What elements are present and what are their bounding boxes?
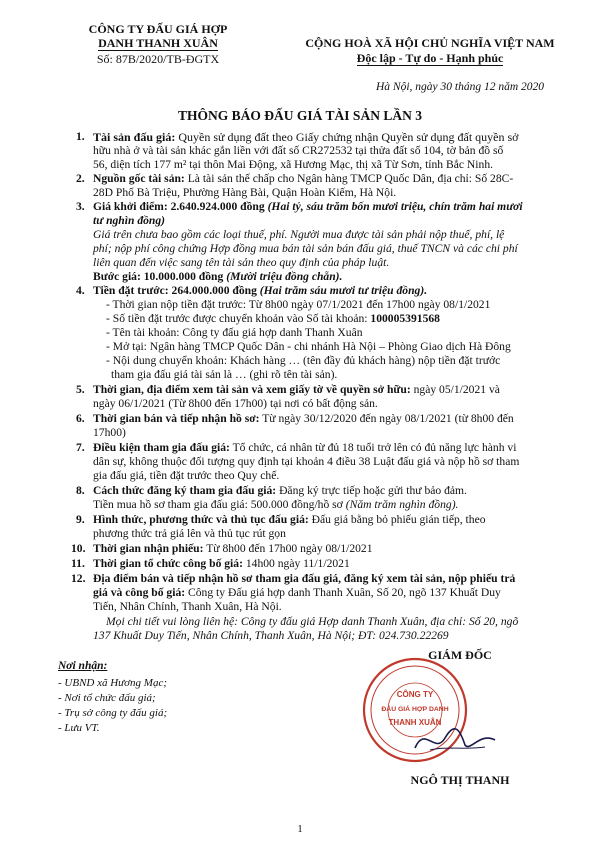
- contact-line1: Mọi chi tiết vui lòng liên hệ: Công ty đấu giá Hợp danh Thanh Xuân, địa chỉ: Số 20, ngõ: [106, 615, 519, 628]
- item-3-line2: tư nghìn đồng): [93, 214, 166, 227]
- item-number: 6.: [76, 412, 85, 425]
- step-price: [93, 271, 342, 284]
- nation-title: CỘNG HOÀ XÃ HỘI CHỦ NGHĨA VIỆT NAM: [305, 36, 555, 50]
- account-bank: - Mở tại: Ngân hàng TMCP Quốc Dân - chi nhánh Hà Nội – Phòng Giao dịch Hà Đông: [106, 340, 511, 353]
- item-9-line1: [93, 514, 486, 527]
- item-label: Giá khởi điểm: 2.640.924.000 đồng: [93, 200, 265, 213]
- item-1-line1: [93, 131, 519, 144]
- item-number: 12.: [71, 572, 86, 585]
- item-8-line2: [93, 499, 458, 512]
- document-date: Hà Nội, ngày 30 tháng 12 năm 2020: [375, 81, 545, 93]
- item-label: Thời gian nhận phiếu:: [93, 542, 204, 555]
- org-name-line2: [58, 36, 258, 51]
- item-label: Thời gian tổ chức công bố giá:: [93, 557, 243, 570]
- item-text: Tổ chức, cá nhân từ đủ 18 tuổi trở lên có đủ năng lực hành vi: [232, 441, 517, 454]
- item-number: 3.: [76, 200, 85, 213]
- recipients-title: Nơi nhận:: [58, 660, 108, 672]
- item-text: Là tài sản thế chấp cho Ngân hàng TMCP Quốc Dân, địa chỉ: Số 28C-: [187, 172, 514, 185]
- item-label: Thời gian, địa điểm xem tài sản và xem giấy tờ về quyền sở hữu:: [93, 383, 411, 396]
- item-text: Đăng ký trực tiếp hoặc gửi thư bảo đảm.: [279, 484, 467, 497]
- recipient-item: - UBND xã Hương Mạc;: [58, 677, 168, 689]
- item-number: 2.: [76, 172, 85, 185]
- item-12-line2: [93, 587, 501, 600]
- item-text: Đấu giá bằng bỏ phiếu gián tiếp, theo: [311, 513, 486, 526]
- item-1-line3: 56, diện tích 177 m² tại thôn Mai Động, xã Hương Mạc, thị xã Từ Sơn, tỉnh Bắc Ninh.: [93, 158, 494, 171]
- fee-text: Tiền mua hồ sơ tham gia đấu giá: 500.000 đồng/hồ sơ: [93, 498, 343, 511]
- item-number: 7.: [76, 441, 85, 454]
- item-2-line1: [93, 173, 513, 186]
- item-12-line3: Tiến, Nhân Chính, Thanh Xuân, Hà Nội.: [93, 600, 282, 613]
- item-number: 4.: [76, 284, 85, 297]
- motto-text: Độc lập - Tự do - Hạnh phúc: [356, 51, 504, 65]
- document-number: Số: 87B/2020/TB-ĐGTX: [96, 52, 220, 66]
- deposit-time: - Thời gian nộp tiền đặt trước: Từ 8h00 ngày 07/1/2021 đến 17h00 ngày 08/1/2021: [106, 298, 491, 311]
- item-8-line1: [93, 485, 467, 498]
- item-number: 10.: [71, 542, 86, 555]
- item-number: 1.: [76, 130, 85, 143]
- account-number: 100005391568: [370, 312, 440, 325]
- item-text: 14h00 ngày 11/1/2021: [245, 557, 350, 570]
- org-name-line1: CÔNG TY ĐẤU GIÁ HỢP: [88, 22, 228, 36]
- recipient-item: - Trụ sở công ty đấu giá;: [58, 707, 168, 719]
- seal-line1: CÔNG TY: [396, 690, 434, 699]
- item-number: 9.: [76, 513, 85, 526]
- page-number: 1: [297, 823, 303, 835]
- item-11-line1: [93, 558, 350, 571]
- item-1-line2: hữu nhà ở và tài sản khác gắn liền với đất số CR272532 tại thửa đất số 104, tờ bản đồ số: [93, 144, 504, 157]
- fee-words: (Năm trăm nghìn đồng).: [345, 498, 459, 511]
- item-label: Tài sản đấu giá:: [93, 130, 176, 144]
- item-label: Tiền đặt trước: 264.000.000 đồng: [93, 284, 257, 297]
- item-text: Quyền sử dụng đất theo Giấy chứng nhận Quyền sử dụng đất quyền sở: [178, 130, 519, 144]
- item-label: Hình thức, phương thức và thủ tục đấu giá:: [93, 513, 309, 526]
- step-words: (Mười triệu đồng chẵn).: [226, 270, 343, 283]
- account-label: - Số tiền đặt trước được chuyển khoản vào Số tài khoản:: [106, 312, 368, 325]
- recipient-item: - Lưu VT.: [58, 722, 100, 734]
- item-number: 8.: [76, 484, 85, 497]
- item-2-line2: 28D Phố Bà Triệu, Phường Hàng Bài, Quận Hoàn Kiếm, Hà Nội.: [93, 186, 397, 199]
- seal-line3: THANH XUÂN: [388, 718, 442, 727]
- item-3-note3: liên quan đến việc sang tên tài sản theo quy định của pháp luật.: [93, 256, 390, 269]
- document-title: THÔNG BÁO ĐẤU GIÁ TÀI SẢN LẦN 3: [178, 108, 422, 123]
- item-text: (Hai trăm sáu mươi tư triệu đồng).: [259, 284, 428, 297]
- item-text: Từ ngày 30/12/2020 đến ngày 08/1/2021 (từ 8h00 đến: [262, 412, 514, 425]
- item-label: Thời gian bán và tiếp nhận hồ sơ:: [93, 412, 260, 425]
- item-text: Từ 8h00 đến 17h00 ngày 08/1/2021: [206, 542, 373, 555]
- item-5-line1: [93, 384, 500, 397]
- item-4-line1: [93, 285, 427, 298]
- contact-line2: 137 Khuất Duy Tiến, Nhân Chính, Thanh Xuân, Hà Nội; ĐT: 024.730.22269: [93, 629, 449, 642]
- item-7-line1: [93, 442, 516, 455]
- step-label: Bước giá: 10.000.000 đồng: [93, 270, 224, 283]
- motto: [280, 51, 580, 66]
- item-label: giá và công bố giá:: [93, 586, 186, 599]
- item-10-line1: [93, 543, 373, 556]
- item-text: Công ty Đấu giá hợp danh Thanh Xuân, Số 20, ngõ 137 Khuất Duy: [188, 586, 501, 599]
- item-label: Nguồn gốc tài sản:: [93, 172, 185, 185]
- org-name-text: DANH THANH XUÂN: [98, 36, 218, 50]
- item-9-line2: phương thức trả giá lên và thủ tục rút gọn: [93, 527, 286, 540]
- recipient-item: - Nơi tổ chức đấu giá;: [58, 692, 156, 704]
- handwritten-signature-icon: [410, 720, 500, 760]
- signer-role: GIÁM ĐỐC: [428, 648, 492, 662]
- item-number: 11.: [71, 557, 85, 570]
- item-text: ngày 05/1/2021 và: [413, 383, 500, 396]
- transfer-content-line2: tham gia đấu giá tài sản là … (ghi rõ tên tài sản).: [111, 368, 338, 381]
- item-6-line2: 17h00): [93, 426, 126, 439]
- item-6-line1: [93, 413, 514, 426]
- transfer-content-line1: - Nội dung chuyển khoản: Khách hàng … (tên đầy đủ khách hàng) nộp tiền đặt trước: [106, 354, 501, 367]
- item-3-line1: [93, 201, 523, 214]
- item-number: 5.: [76, 383, 85, 396]
- item-3-note2: phí; nộp phí công chứng Hợp đồng mua bán tài sản bán đấu giá, thuế TNCN và các chi phí: [93, 242, 518, 255]
- item-12-label-line1: Địa điểm bán và tiếp nhận hồ sơ tham gia đấu giá, đăng ký xem tài sản, nộp phiếu trả: [93, 572, 516, 585]
- item-3-note1: Giá trên chưa bao gồm các loại thuế, phí. Người mua được tài sản phải nộp thuế, phí, lệ: [93, 228, 505, 241]
- item-label: Cách thức đăng ký tham gia đấu giá:: [93, 484, 277, 497]
- item-label: Điều kiện tham gia đấu giá:: [93, 441, 230, 454]
- item-5-line2: ngày 06/1/2021 (Từ 8h00 đến 17h00) tại nơi có bất động sản.: [93, 397, 378, 410]
- item-text: (Hai tỷ, sáu trăm bốn mươi triệu, chín trăm hai mươi: [267, 200, 523, 213]
- deposit-account: [106, 313, 440, 326]
- item-7-line3: gia đấu giá, tiền đặt trước theo Quy chế.: [93, 469, 280, 482]
- signer-name: NGÔ THỊ THANH: [410, 773, 510, 787]
- recipients-list: [58, 676, 167, 736]
- item-7-line2: dân sự, không thuộc đối tượng quy định tại khoản 4 điều 38 Luật đấu giá và nộp hồ sơ tham: [93, 455, 520, 468]
- account-name: - Tên tài khoản: Công ty đấu giá hợp danh Thanh Xuân: [106, 326, 363, 339]
- seal-line2: ĐẤU GIÁ HỢP DANH: [381, 706, 449, 713]
